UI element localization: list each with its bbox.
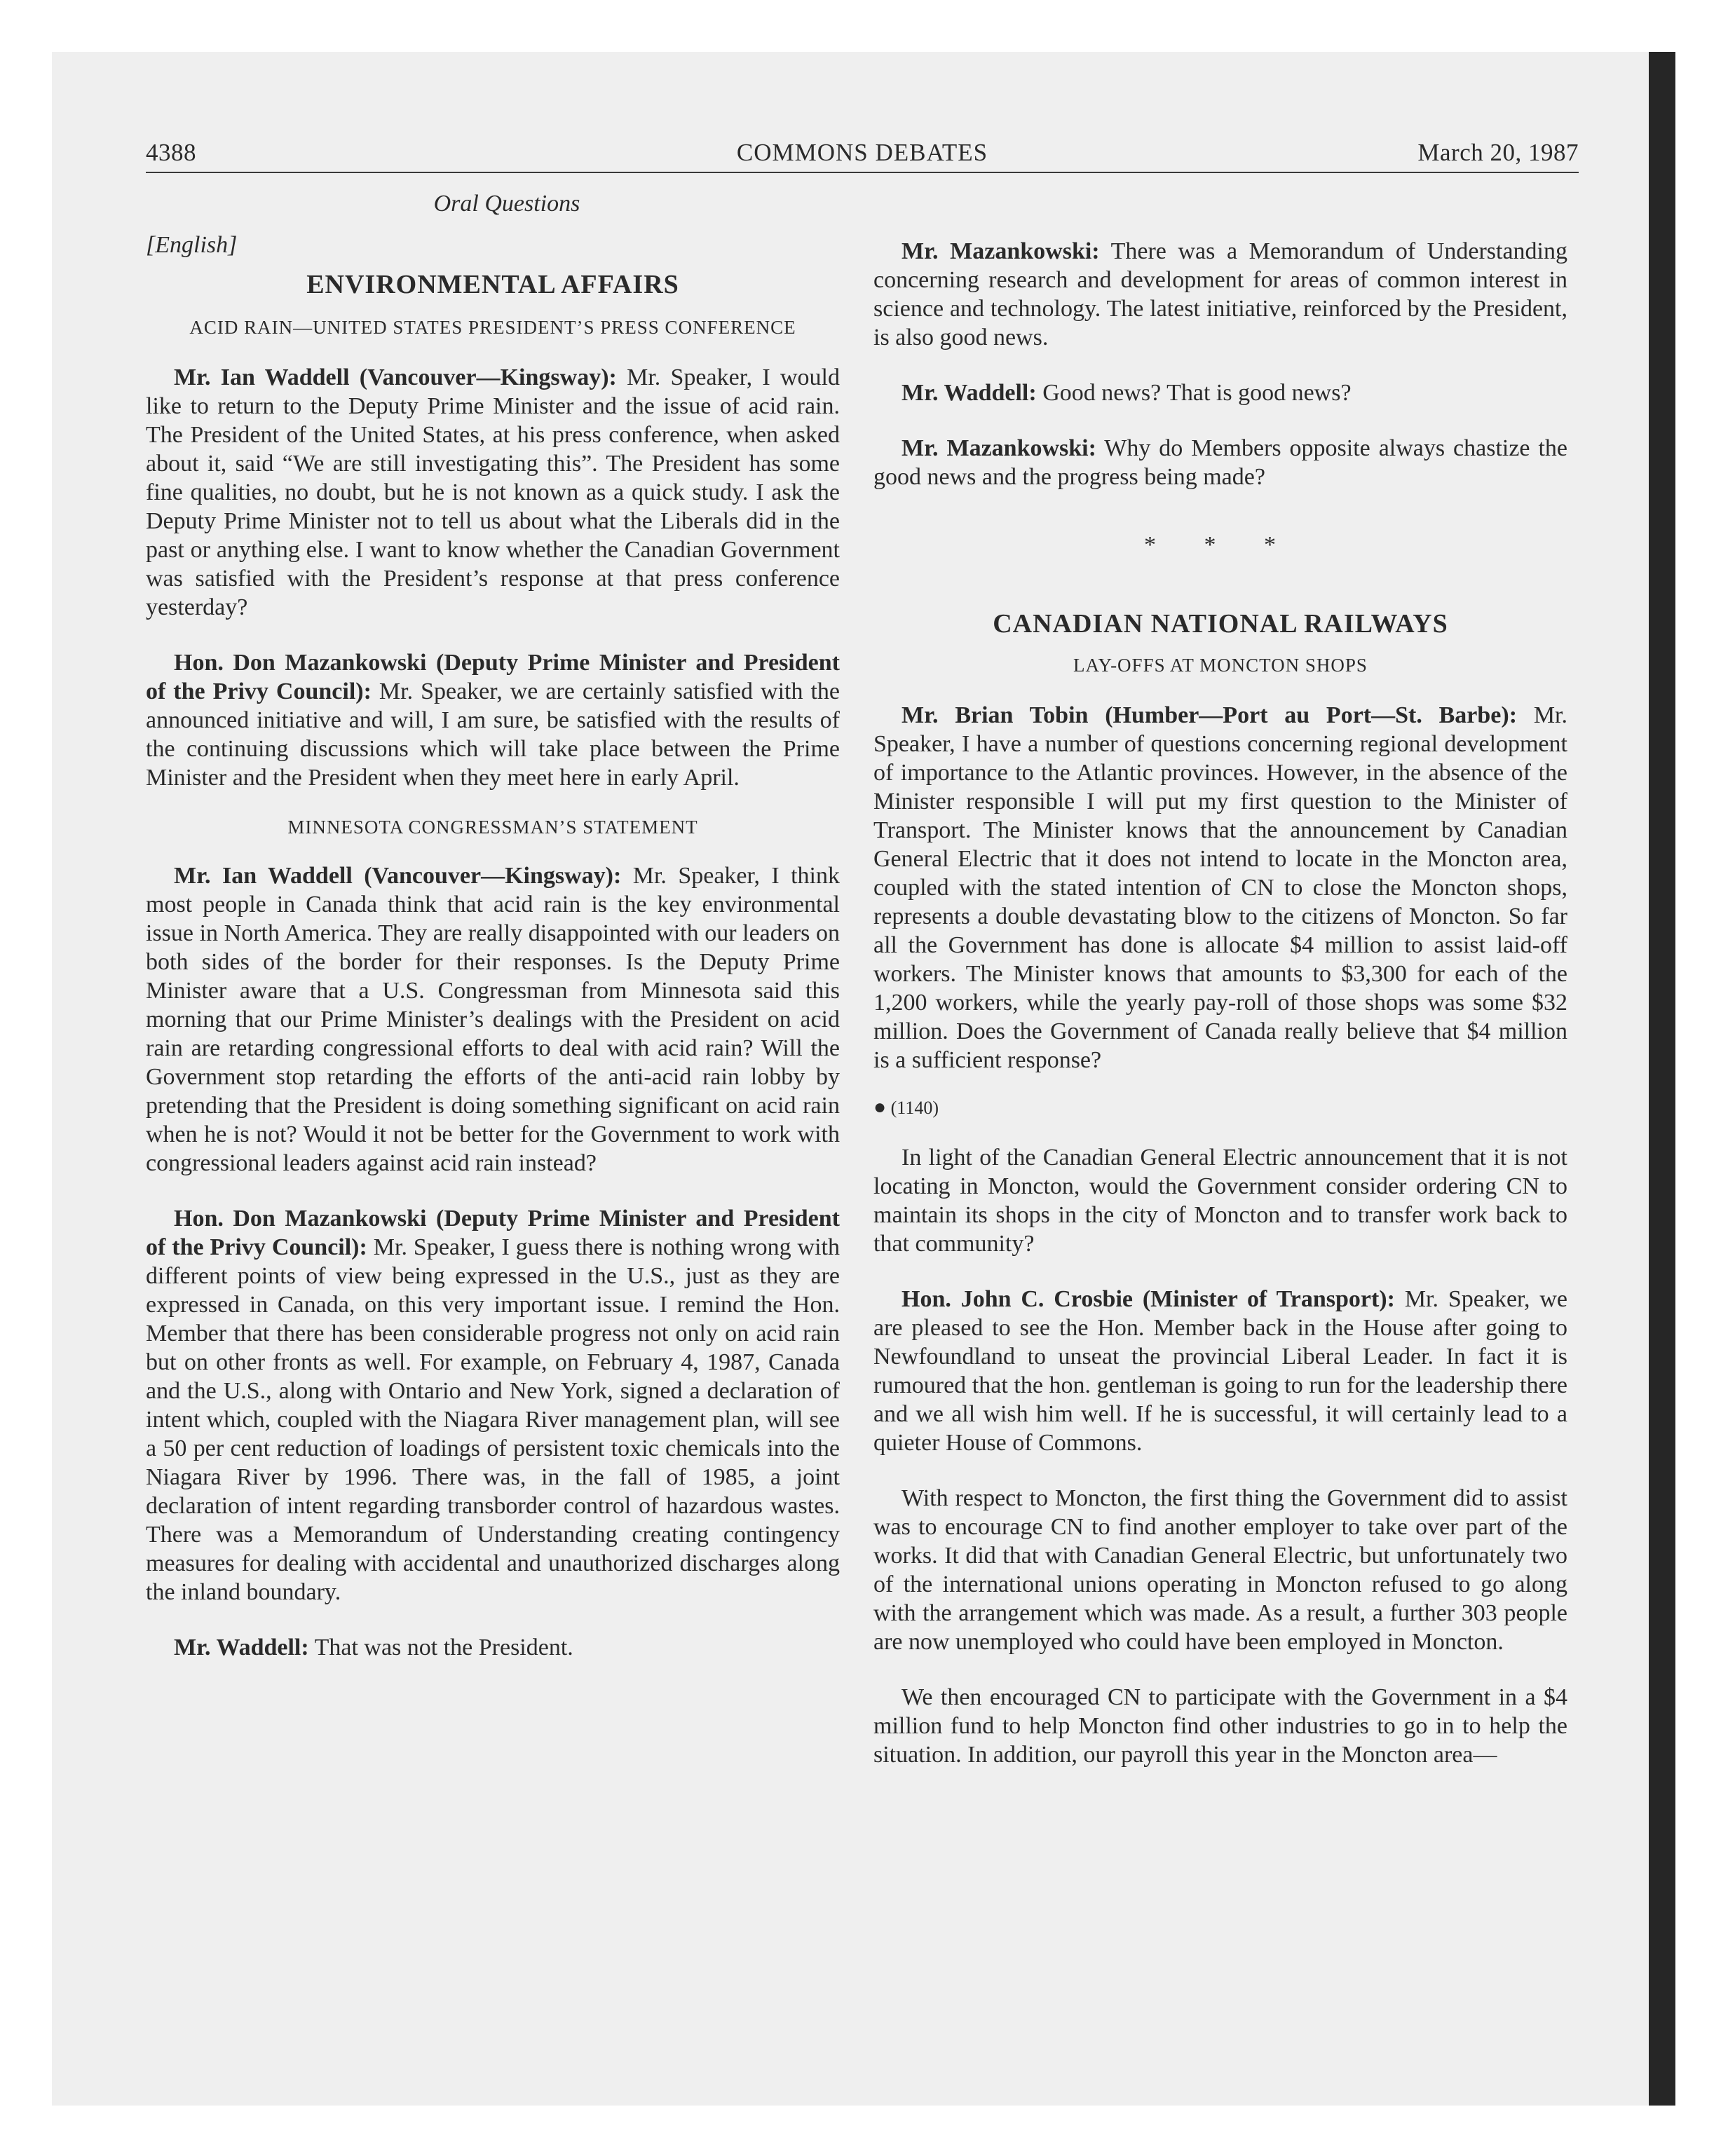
- speaker-name: Mr. Mazankowski:: [901, 238, 1100, 264]
- speech-paragraph: [146, 1633, 840, 1662]
- speech-paragraph: [146, 363, 840, 622]
- speech-text: Why do Members opposite always chastize the good news and the progress being made?: [873, 435, 1567, 490]
- section-heading: ENVIRONMENTAL AFFAIRS: [306, 270, 679, 299]
- speaker-name: Hon. Don Mazankowski (Deputy Prime Minister and President of the Privy Council):: [146, 650, 840, 704]
- speech-paragraph: [873, 378, 1567, 407]
- subheading: ACID RAIN—UNITED STATES PRESIDENT’S PRESS CONFERENCE: [189, 317, 796, 338]
- publication-date: March 20, 1987: [1417, 139, 1579, 166]
- speech-paragraph: [146, 861, 840, 1178]
- page-header: [146, 139, 1579, 171]
- speech-text: There was a Memorandum of Understanding concerning research and development for areas of common interest in science and technology. The latest initiative, reinforced by the President, is also good news.: [873, 238, 1567, 350]
- speech-paragraph: With respect to Moncton, the first thing the Government did to assist was to encourage CN to find another employer to take over part of the works. It did that with Canadian General Electric, but unfortunately two of the international unions operating in Moncton refused to go along with the arrangement which was made. As a result, a further 303 people are now unemployed who could have been employed in Moncton.: [873, 1485, 1567, 1655]
- speech-text: Mr. Speaker, I would like to return to the Deputy Prime Minister and the issue of acid rain. The President of the United States, at his press conference, when asked about it, said “We are still investigating this”. The President has some fine qualities, no doubt, but he is not known as a quick study. I ask the Deputy Prime Minister not to tell us about what the Liberals did in the past or anything else. I want to know whether the Canadian Government was satisfied with the President’s response at that press conference yesterday?: [146, 364, 840, 620]
- section-heading: CANADIAN NATIONAL RAILWAYS: [993, 609, 1448, 639]
- speech-text: That was not the President.: [308, 1635, 573, 1660]
- speech-paragraph: [873, 701, 1567, 1074]
- speaker-name: Mr. Mazankowski:: [901, 435, 1096, 461]
- speech-text: Mr. Speaker, we are certainly satisfied with the announced initiative and will, I am sure, be satisfied with the results of the continuing discussions which will take place between the Prime Minister and the President when they meet here in early April.: [146, 678, 840, 791]
- speech-text: Mr. Speaker, I think most people in Canada think that acid rain is the key environmental issue in North America. They are really disappointed with our leaders on both sides of the border for their responses. Is the Deputy Prime Minister aware that a U.S. Congressman from Minnesota said this morning that our Prime Minister’s dealings with the President on acid rain are retarding congressional efforts to deal with acid rain? Will the Government stop retarding the efforts of the anti-acid rain lobby by pretending that the President is doing something significant on acid rain when he is not? Would it not be better for the Government to work with congressional leaders against acid rain instead?: [146, 863, 840, 1176]
- time-marker: [873, 1093, 1567, 1122]
- scan-edge-bar: [1649, 52, 1675, 2106]
- speech-text: Mr. Speaker, I guess there is nothing wrong with different points of view being expressed in the U.S., just as they are expressed in Canada, on this very important issue. I remind the Hon. Member that there has been considerable progress not only on acid rain but on other fronts as well. For example, on February 4, 1987, Canada and the U.S., along with Ontario and New York, signed a declaration of intent which, coupled with the Niagara River management plan, will see a 50 per cent reduction of loadings of persistent toxic chemicals into the Niagara River by 1996. There was, in the fall of 1985, a joint declaration of intent regarding transborder control of hazardous wastes. There was a Memorandum of Understanding creating contingency measures for dealing with accidental and unauthorized discharges along the inland boundary.: [146, 1234, 840, 1605]
- left-column: [146, 189, 840, 1662]
- speech-text: Good news? That is good news?: [1036, 380, 1352, 406]
- speech-text: Mr. Speaker, I have a number of questions concerning regional development of importance to the Atlantic provinces. However, in the absence of the Minister responsible I will put my first question to the Minister of Transport. The Minister knows that the announcement by Canadian General Electric that it does not intend to locate in the Moncton area, coupled with the stated intention of CN to close the Moncton shops, represents a double devastating blow to the citizens of Moncton. So far all the Government has done is allocate $4 million to assist laid-off workers. The Minister knows that amounts to $3,300 for each of the 1,200 workers, while the yearly pay-roll of those shops was some $32 million. Does the Government of Canada really believe that $4 million is a sufficient response?: [873, 702, 1567, 1073]
- speaker-name: Mr. Brian Tobin (Humber—Port au Port—St. Barbe):: [901, 702, 1518, 728]
- bullet-icon: ●: [873, 1096, 887, 1119]
- speech-paragraph: [873, 237, 1567, 352]
- speaker-name: Mr. Ian Waddell (Vancouver—Kingsway):: [174, 364, 617, 390]
- subheading: LAY-OFFS AT MONCTON SHOPS: [1073, 655, 1368, 676]
- speech-paragraph: [873, 1285, 1567, 1457]
- speaker-name: Hon. John C. Crosbie (Minister of Transport):: [901, 1286, 1395, 1312]
- speaker-name: Mr. Waddell:: [174, 1635, 309, 1660]
- language-tag: [English]: [146, 232, 238, 258]
- running-section-label: Oral Questions: [433, 191, 580, 217]
- speech-paragraph: [146, 1204, 840, 1606]
- speaker-name: Mr. Waddell:: [901, 380, 1037, 406]
- speaker-name: Mr. Ian Waddell (Vancouver—Kingsway):: [174, 863, 622, 889]
- header-rule: [146, 172, 1579, 173]
- speech-text: Mr. Speaker, we are pleased to see the Hon. Member back in the House after going to Newfoundland to unseat the provincial Liberal Leader. In fact it is rumoured that the hon. gentleman is going to run for the leadership there and we all wish him well. If he is successful, it will certainly lead to a quieter House of Commons.: [873, 1286, 1567, 1456]
- publication-title: COMMONS DEBATES: [736, 139, 988, 166]
- speech-paragraph: In light of the Canadian General Electric announcement that it is not locating in Moncton, would the Government consider ordering CN to maintain its shops in the city of Moncton and to transfer work back to that community?: [873, 1145, 1567, 1257]
- speech-paragraph: [146, 648, 840, 792]
- speaker-name: Hon. Don Mazankowski (Deputy Prime Minister and President of the Privy Council):: [146, 1206, 840, 1260]
- subheading: MINNESOTA CONGRESSMAN’S STATEMENT: [287, 817, 698, 838]
- page-number: 4388: [146, 139, 196, 166]
- time-marker-text: (1140): [890, 1098, 939, 1118]
- speech-paragraph: We then encouraged CN to participate with the Government in a $4 million fund to help Moncton find other industries to go in to help the situation. In addition, our payroll this year in the Moncton area—: [873, 1684, 1567, 1768]
- section-divider-stars: * * *: [1144, 532, 1297, 558]
- right-column: [873, 189, 1567, 1769]
- speech-paragraph: [873, 434, 1567, 491]
